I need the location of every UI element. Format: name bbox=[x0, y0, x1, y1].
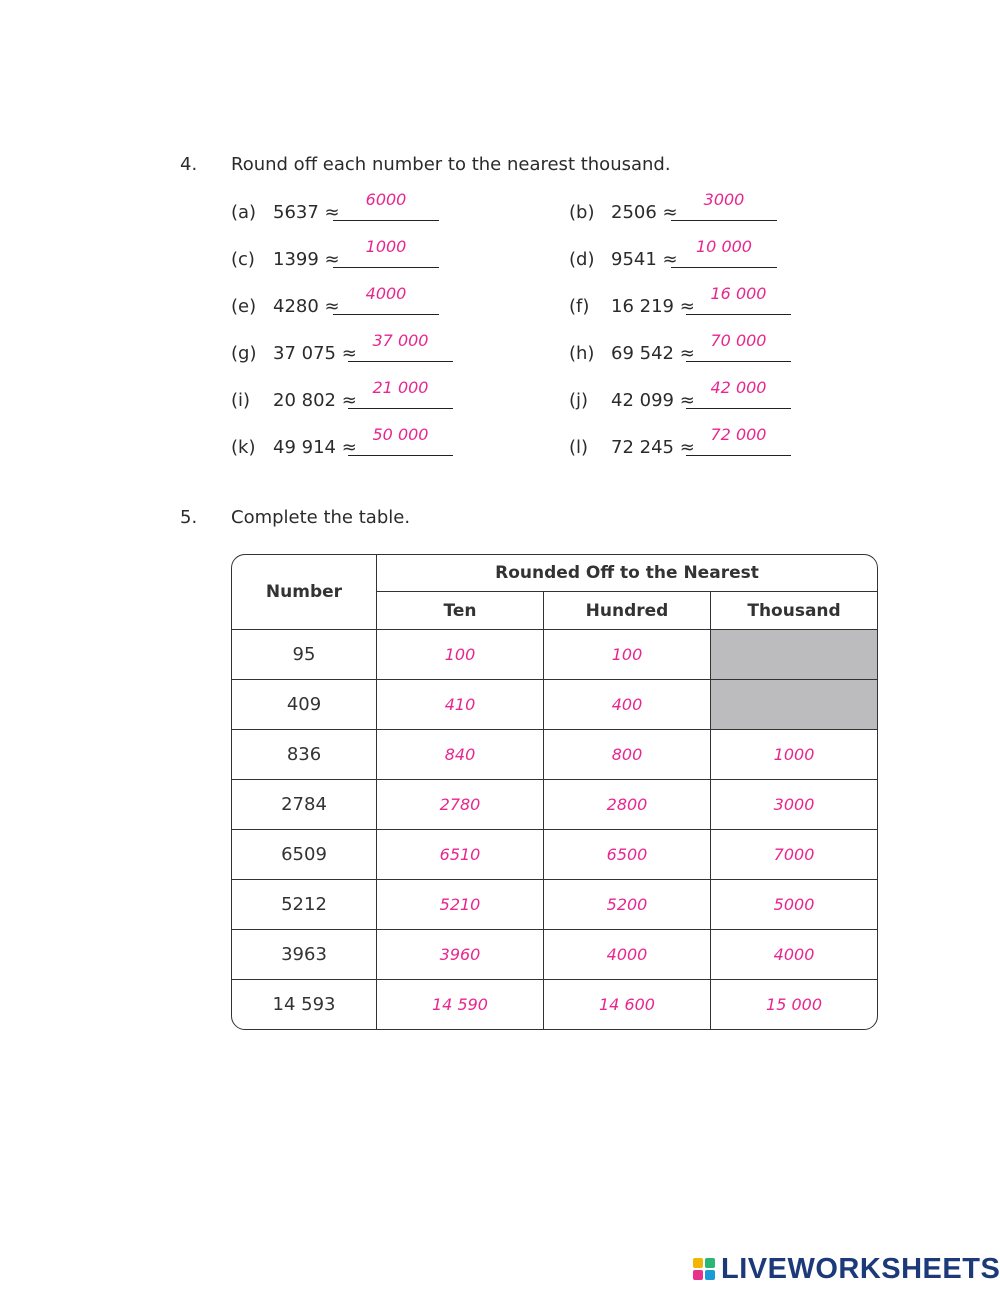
cell-number: 836 bbox=[232, 730, 377, 780]
list-item bbox=[569, 284, 799, 326]
answer-line bbox=[686, 408, 791, 409]
answer-input[interactable]: 70 000 bbox=[710, 331, 767, 350]
logo-square bbox=[693, 1270, 703, 1280]
cell-ten[interactable]: 5210 bbox=[377, 880, 544, 930]
item-letter: (h) bbox=[569, 343, 595, 364]
cell-thousand[interactable]: 15 000 bbox=[766, 995, 822, 1014]
answer-input[interactable]: 16 000 bbox=[710, 284, 767, 303]
answer-input[interactable]: 37 000 bbox=[372, 331, 429, 350]
column-header-ten: Ten bbox=[377, 592, 544, 630]
item-expression: 9541 ≈ bbox=[611, 249, 678, 270]
answer-input[interactable]: 21 000 bbox=[372, 378, 429, 397]
answer-line bbox=[348, 408, 453, 409]
cell-shaded bbox=[711, 680, 877, 730]
answer-input[interactable]: 4000 bbox=[365, 284, 407, 303]
table-row bbox=[232, 880, 877, 930]
column-header-hundred: Hundred bbox=[544, 592, 711, 630]
cell-number: 409 bbox=[232, 680, 377, 730]
rounding-table bbox=[231, 554, 878, 1030]
cell-shaded bbox=[711, 630, 877, 680]
item-letter: (a) bbox=[231, 202, 257, 223]
item-expression: 5637 ≈ bbox=[273, 202, 340, 223]
list-item bbox=[231, 425, 461, 467]
question-4-instruction: Round off each number to the nearest thousand. bbox=[231, 154, 671, 175]
cell-ten[interactable]: 14 590 bbox=[377, 980, 544, 1029]
logo-square bbox=[693, 1258, 703, 1268]
list-item bbox=[231, 378, 461, 420]
cell-thousand[interactable]: 3000 bbox=[711, 780, 877, 830]
list-item bbox=[569, 425, 799, 467]
answer-input[interactable]: 72 000 bbox=[710, 425, 767, 444]
logo-square bbox=[705, 1258, 715, 1268]
item-letter: (k) bbox=[231, 437, 256, 458]
cell-number: 5212 bbox=[232, 880, 377, 930]
item-expression: 1399 ≈ bbox=[273, 249, 340, 270]
item-expression: 72 245 ≈ bbox=[611, 437, 695, 458]
answer-input[interactable]: 6000 bbox=[365, 190, 407, 209]
answer-line bbox=[686, 455, 791, 456]
cell-thousand[interactable]: 1000 bbox=[711, 730, 877, 780]
cell-hundred[interactable]: 100 bbox=[544, 630, 711, 680]
table-row bbox=[232, 730, 877, 780]
cell-ten[interactable]: 2780 bbox=[377, 780, 544, 830]
cell-hundred[interactable]: 14 600 bbox=[544, 980, 711, 1029]
cell-hundred[interactable]: 6500 bbox=[544, 830, 711, 880]
list-item bbox=[569, 190, 789, 232]
item-letter: (g) bbox=[231, 343, 257, 364]
table-row bbox=[232, 680, 877, 730]
list-item bbox=[231, 237, 451, 279]
cell-number: 14 593 bbox=[232, 980, 377, 1029]
cell-hundred[interactable]: 4000 bbox=[544, 930, 711, 980]
item-letter: (l) bbox=[569, 437, 589, 458]
item-expression: 20 802 ≈ bbox=[273, 390, 357, 411]
question-5-instruction: Complete the table. bbox=[231, 507, 411, 528]
answer-line bbox=[671, 267, 777, 268]
table-row bbox=[232, 930, 877, 980]
cell-hundred[interactable]: 400 bbox=[544, 680, 711, 730]
cell-number: 6509 bbox=[232, 830, 377, 880]
list-item bbox=[231, 190, 451, 232]
brand-name: LIVEWORKSHEETS bbox=[721, 1252, 1000, 1285]
answer-input[interactable]: 1000 bbox=[365, 237, 407, 256]
question-4-number: 4. bbox=[180, 154, 198, 175]
list-item bbox=[569, 331, 799, 373]
list-item bbox=[569, 378, 799, 420]
list-item bbox=[231, 284, 451, 326]
item-expression: 49 914 ≈ bbox=[273, 437, 357, 458]
answer-input[interactable]: 42 000 bbox=[710, 378, 767, 397]
question-5-number: 5. bbox=[180, 507, 198, 528]
cell-thousand[interactable]: 7000 bbox=[711, 830, 877, 880]
table-row bbox=[232, 780, 877, 830]
cell-number: 3963 bbox=[232, 930, 377, 980]
column-header-number: Number bbox=[232, 555, 377, 630]
cell-ten[interactable]: 3960 bbox=[377, 930, 544, 980]
cell-number: 95 bbox=[232, 630, 377, 680]
cell-hundred[interactable]: 5200 bbox=[544, 880, 711, 930]
list-item bbox=[569, 237, 789, 279]
item-letter: (i) bbox=[231, 390, 251, 411]
item-expression: 37 075 ≈ bbox=[273, 343, 357, 364]
answer-line bbox=[348, 455, 453, 456]
item-letter: (f) bbox=[569, 296, 590, 317]
item-expression: 69 542 ≈ bbox=[611, 343, 695, 364]
cell-thousand[interactable]: 5000 bbox=[711, 880, 877, 930]
item-letter: (d) bbox=[569, 249, 595, 270]
item-expression: 2506 ≈ bbox=[611, 202, 678, 223]
item-letter: (b) bbox=[569, 202, 595, 223]
item-letter: (c) bbox=[231, 249, 255, 270]
logo-mark-icon bbox=[693, 1258, 715, 1280]
answer-input[interactable]: 10 000 bbox=[696, 237, 752, 256]
table-row bbox=[232, 630, 877, 680]
cell-ten[interactable]: 840 bbox=[377, 730, 544, 780]
cell-thousand[interactable]: 4000 bbox=[711, 930, 877, 980]
answer-line bbox=[686, 314, 791, 315]
cell-hundred[interactable]: 2800 bbox=[544, 780, 711, 830]
item-expression: 42 099 ≈ bbox=[611, 390, 695, 411]
logo-square bbox=[705, 1270, 715, 1280]
group-header: Rounded Off to the Nearest bbox=[377, 555, 877, 592]
item-letter: (j) bbox=[569, 390, 589, 411]
cell-number: 2784 bbox=[232, 780, 377, 830]
answer-input[interactable]: 3000 bbox=[703, 190, 745, 209]
cell-hundred[interactable]: 800 bbox=[544, 730, 711, 780]
column-header-thousand: Thousand bbox=[711, 592, 877, 630]
answer-input[interactable]: 50 000 bbox=[372, 425, 429, 444]
answer-line bbox=[671, 220, 777, 221]
answer-line bbox=[348, 361, 453, 362]
answer-line bbox=[686, 361, 791, 362]
item-expression: 4280 ≈ bbox=[273, 296, 340, 317]
list-item bbox=[231, 331, 461, 373]
cell-ten[interactable]: 100 bbox=[377, 630, 544, 680]
answer-line bbox=[333, 314, 439, 315]
item-expression: 16 219 ≈ bbox=[611, 296, 695, 317]
cell-ten[interactable]: 410 bbox=[377, 680, 544, 730]
answer-line bbox=[333, 267, 439, 268]
table-row bbox=[232, 830, 877, 880]
cell-ten[interactable]: 6510 bbox=[377, 830, 544, 880]
liveworksheets-logo bbox=[693, 1254, 1000, 1284]
answer-line bbox=[333, 220, 439, 221]
table-row bbox=[232, 980, 877, 1029]
item-letter: (e) bbox=[231, 296, 257, 317]
